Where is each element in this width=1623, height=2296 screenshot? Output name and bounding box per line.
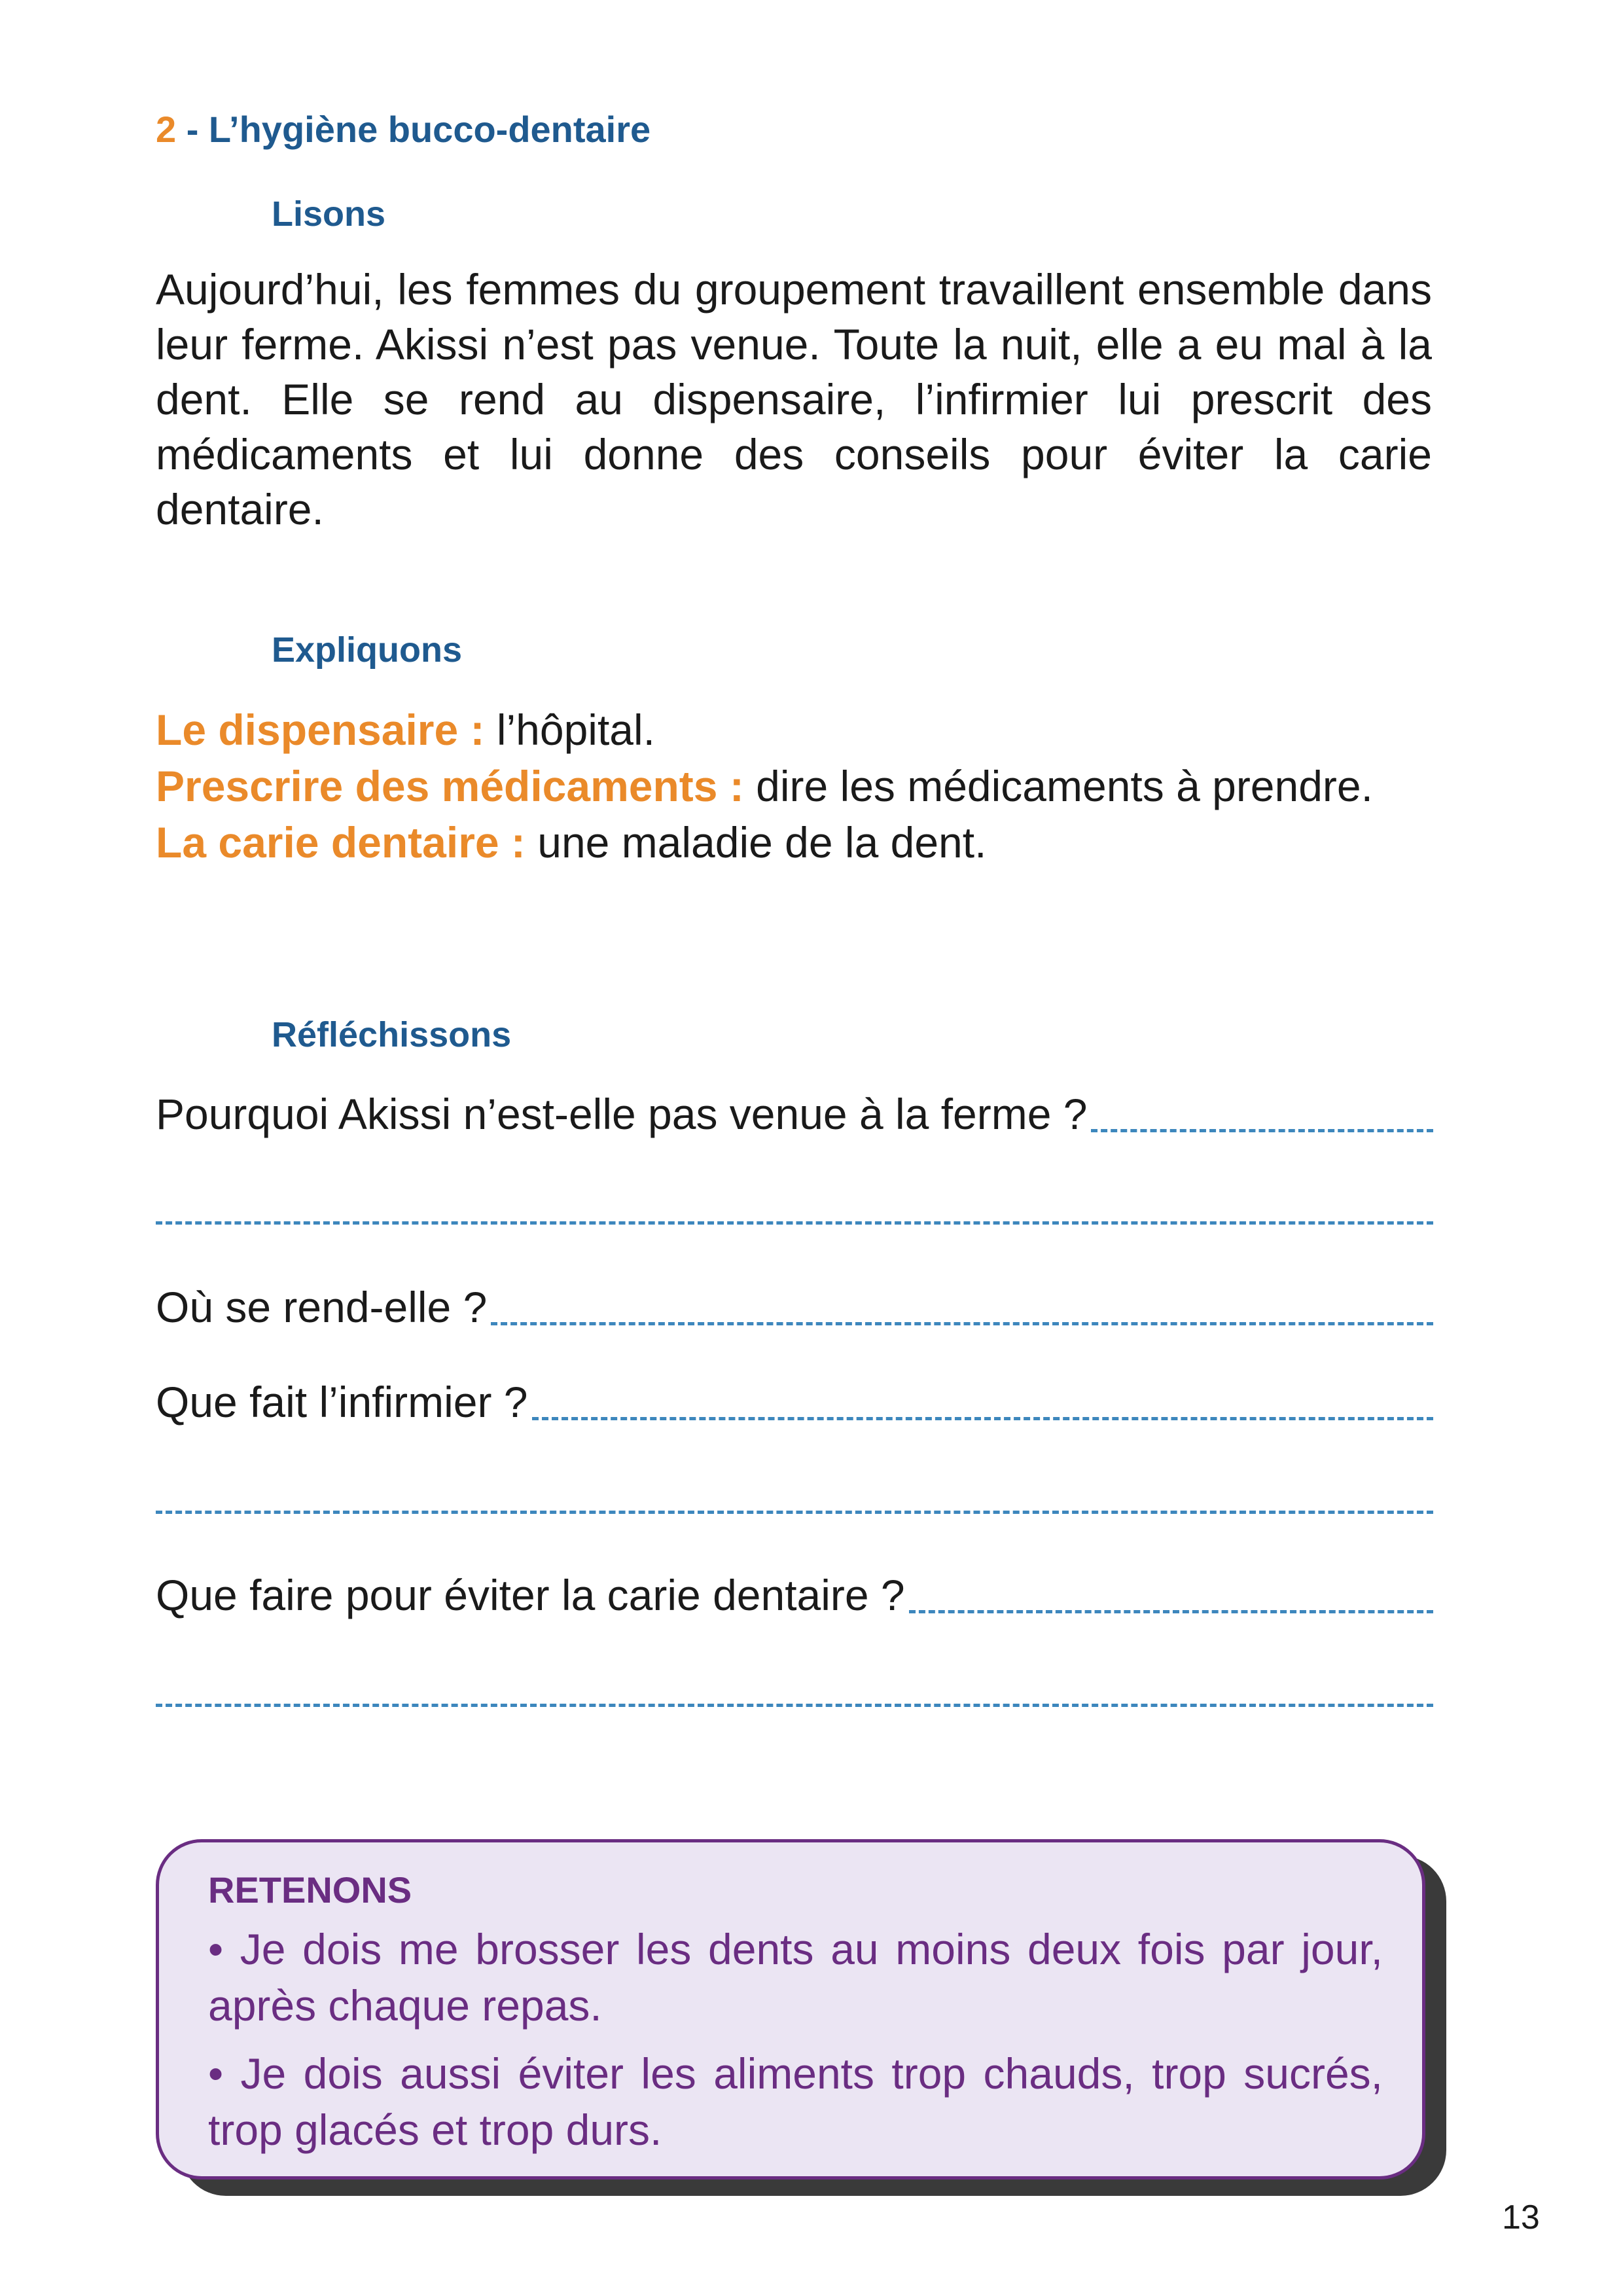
page-number: 13 <box>1502 2198 1540 2236</box>
section-title <box>156 108 651 151</box>
definition-item <box>156 814 1452 870</box>
question-text: Où se rend-elle ? <box>156 1283 488 1331</box>
answer-line[interactable] <box>491 1322 1433 1325</box>
lisons-heading: Lisons <box>272 194 386 234</box>
question-row <box>156 1086 1433 1141</box>
expliquons-heading: Expliquons <box>272 630 463 670</box>
lisons-paragraph: Aujourd’hui, les femmes du groupement travaillent ensemble dans leur ferme. Akissi n’est pas venue. Toute la nuit, elle a eu mal à la dent. Elle se rend au dispensaire, l’infirmier lui prescrit des médicaments et lui donne des conseils pour éviter la carie dentaire. <box>156 265 1432 533</box>
definition-item <box>156 758 1452 814</box>
answer-line[interactable] <box>909 1610 1433 1613</box>
definition-term: Le dispensaire : <box>156 706 485 754</box>
definition-text: l’hôpital. <box>484 706 656 754</box>
definition-item <box>156 702 1452 758</box>
question-row <box>156 1280 1433 1335</box>
answer-line[interactable] <box>1091 1129 1433 1132</box>
question-text: Pourquoi Akissi n’est-elle pas venue à la ferme ? <box>156 1090 1088 1138</box>
answer-line[interactable] <box>156 1511 1433 1514</box>
question-row <box>156 1568 1433 1623</box>
definition-text: une maladie de la dent. <box>525 818 987 867</box>
definition-term: La carie dentaire : <box>156 818 526 867</box>
reflechissons-heading: Réfléchissons <box>272 1015 512 1054</box>
retenons-heading: RETENONS <box>208 1869 412 1910</box>
retenons-point: • Je dois me brosser les dents au moins deux fois par jour, après chaque repas. <box>208 1925 1383 2030</box>
definitions-list <box>156 702 1452 870</box>
question-row <box>156 1374 1433 1429</box>
retenons-point: • Je dois aussi éviter les aliments trop chauds, trop sucrés, trop glacés et trop durs. <box>208 2049 1383 2154</box>
question-text: Que fait l’infirmier ? <box>156 1378 528 1426</box>
section-title-text: - L’hygiène bucco-dentaire <box>176 109 651 150</box>
answer-line[interactable] <box>532 1417 1433 1420</box>
definition-term: Prescrire des médicaments : <box>156 762 744 810</box>
answer-line[interactable] <box>156 1704 1433 1707</box>
question-text: Que faire pour éviter la carie dentaire ? <box>156 1571 905 1619</box>
answer-line[interactable] <box>156 1221 1433 1225</box>
definition-text: dire les médicaments à prendre. <box>743 762 1373 810</box>
section-number: 2 <box>156 109 177 150</box>
